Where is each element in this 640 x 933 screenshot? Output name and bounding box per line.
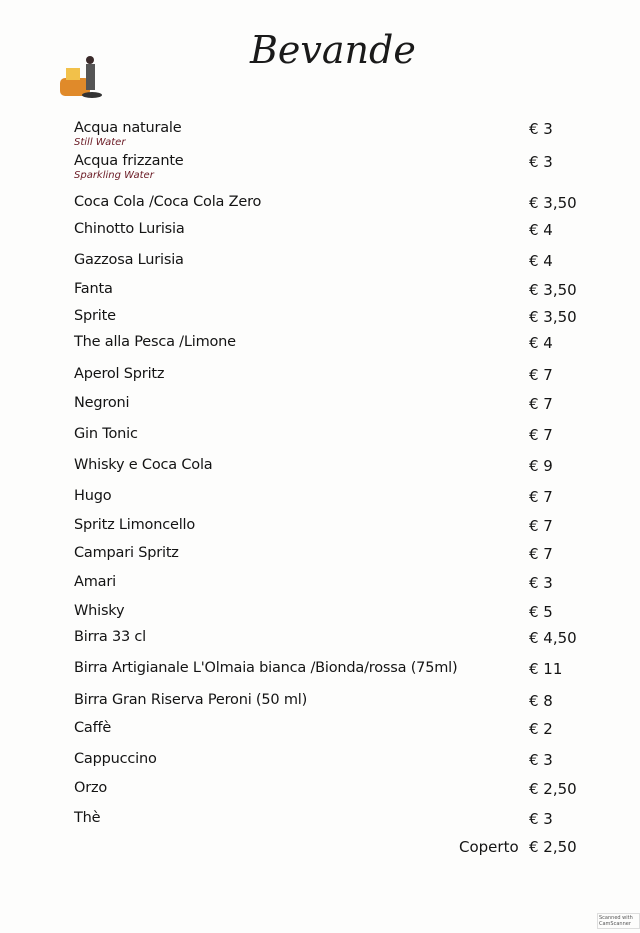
menu-item bbox=[74, 720, 584, 740]
menu-item bbox=[74, 810, 584, 830]
item-translation: Sparkling Water bbox=[74, 170, 154, 181]
menu-item bbox=[74, 366, 584, 386]
item-name: Hugo bbox=[74, 488, 112, 504]
item-name: Cappuccino bbox=[74, 751, 157, 767]
menu-item bbox=[74, 629, 584, 649]
menu-item bbox=[74, 603, 584, 623]
item-name: The alla Pesca /Limone bbox=[74, 334, 236, 350]
item-price: € 3 bbox=[529, 751, 553, 769]
menu-item bbox=[74, 574, 584, 594]
menu-item bbox=[74, 660, 584, 680]
item-price: € 9 bbox=[529, 457, 553, 475]
menu-item bbox=[74, 153, 584, 181]
item-price: € 3 bbox=[529, 574, 553, 592]
item-price: € 4 bbox=[529, 334, 553, 352]
item-name: Gazzosa Lurisia bbox=[74, 252, 184, 268]
item-price: € 3 bbox=[529, 120, 553, 138]
item-name: Acqua naturale bbox=[74, 120, 182, 136]
item-name: Whisky bbox=[74, 603, 125, 619]
item-price: € 7 bbox=[529, 517, 553, 535]
menu-item bbox=[74, 395, 584, 415]
item-name: Negroni bbox=[74, 395, 130, 411]
item-name: Amari bbox=[74, 574, 116, 590]
item-name: Caffè bbox=[74, 720, 112, 736]
item-name: Acqua frizzante bbox=[74, 153, 184, 169]
item-price: € 3,50 bbox=[529, 281, 577, 299]
item-price: € 8 bbox=[529, 692, 553, 710]
menu-item bbox=[74, 457, 584, 477]
item-name: Gin Tonic bbox=[74, 426, 138, 442]
item-price: € 11 bbox=[529, 660, 563, 678]
item-price: € 3 bbox=[529, 810, 553, 828]
item-price: € 7 bbox=[529, 366, 553, 384]
item-name: Campari Spritz bbox=[74, 545, 179, 561]
menu-item bbox=[74, 281, 584, 301]
menu-item bbox=[74, 308, 584, 328]
menu-item bbox=[74, 334, 584, 354]
item-price: € 3 bbox=[529, 153, 553, 171]
item-translation: Still Water bbox=[74, 137, 126, 148]
item-price: € 3,50 bbox=[529, 194, 577, 212]
item-price: € 7 bbox=[529, 395, 553, 413]
menu-item bbox=[74, 221, 584, 241]
item-name: Spritz Limoncello bbox=[74, 517, 196, 533]
item-name: Aperol Spritz bbox=[74, 366, 165, 382]
item-price: € 2,50 bbox=[529, 780, 577, 798]
menu-item bbox=[74, 517, 584, 537]
menu-item bbox=[74, 488, 584, 508]
item-price: € 4 bbox=[529, 221, 553, 239]
page-title: Bevande bbox=[250, 28, 416, 72]
item-name: Whisky e Coca Cola bbox=[74, 457, 213, 473]
item-price: € 4,50 bbox=[529, 629, 577, 647]
menu-item bbox=[74, 692, 584, 712]
item-name: Birra Artigianale L'Olmaia bianca /Bionda/rossa (75ml) bbox=[74, 660, 458, 676]
item-price: € 3,50 bbox=[529, 308, 577, 326]
item-name: Chinotto Lurisia bbox=[74, 221, 185, 237]
item-name: Coca Cola /Coca Cola Zero bbox=[74, 194, 262, 210]
item-price: € 7 bbox=[529, 545, 553, 563]
item-name: Birra 33 cl bbox=[74, 629, 146, 645]
waiter-logo-icon bbox=[58, 50, 108, 102]
item-price: € 7 bbox=[529, 488, 553, 506]
coperto-label: Coperto bbox=[459, 838, 519, 856]
camscanner-watermark: Scanned with CamScanner bbox=[597, 913, 640, 929]
item-name: Sprite bbox=[74, 308, 116, 324]
menu-item bbox=[74, 751, 584, 771]
item-name: Birra Gran Riserva Peroni (50 ml) bbox=[74, 692, 308, 708]
item-price: € 4 bbox=[529, 252, 553, 270]
menu-item bbox=[74, 120, 584, 148]
menu-item bbox=[74, 545, 584, 565]
menu-item bbox=[74, 194, 584, 214]
menu-item bbox=[74, 426, 584, 446]
item-name: Thè bbox=[74, 810, 101, 826]
item-price: € 5 bbox=[529, 603, 553, 621]
item-price: € 7 bbox=[529, 426, 553, 444]
menu-item bbox=[74, 780, 584, 800]
menu-item bbox=[74, 252, 584, 272]
item-name: Orzo bbox=[74, 780, 108, 796]
item-price: € 2 bbox=[529, 720, 553, 738]
coperto-price: € 2,50 bbox=[529, 838, 577, 856]
item-name: Fanta bbox=[74, 281, 113, 297]
